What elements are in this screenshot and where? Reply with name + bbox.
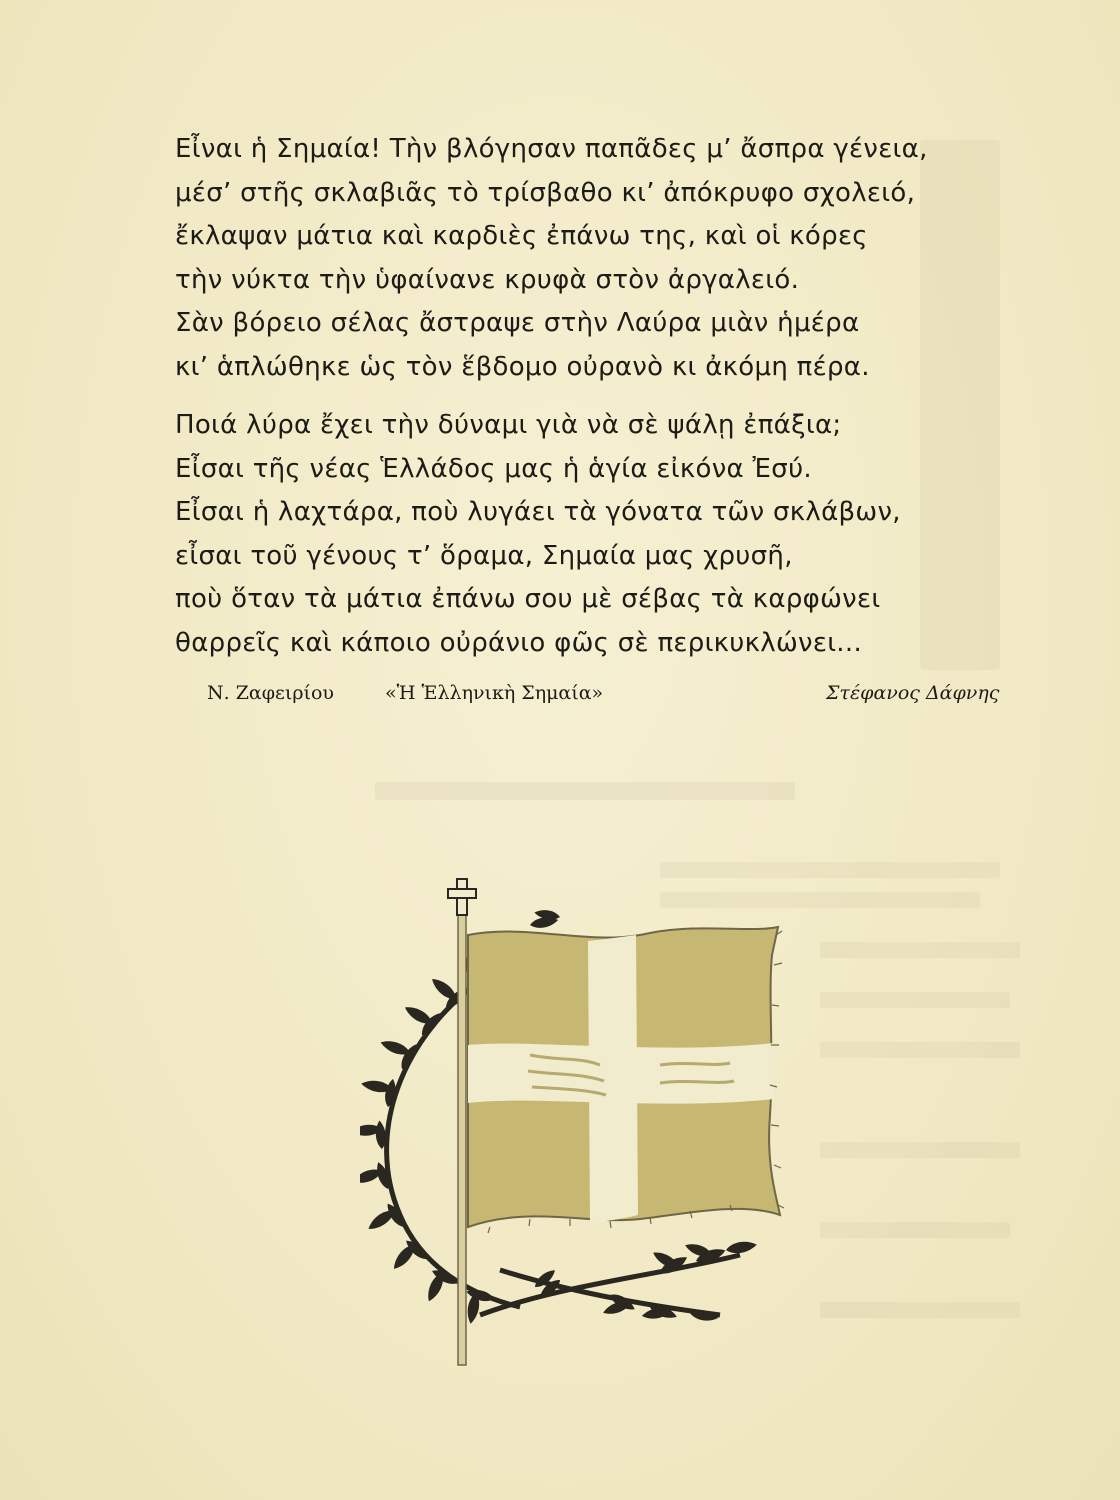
poem-title: «Ἡ Ἑλληνικὴ Σημαία» bbox=[385, 682, 604, 704]
verse-line: εἶσαι τοῦ γένους τ’ ὅραμα, Σημαία μας χρυσῆ, bbox=[175, 540, 793, 571]
verse-line: Ποιά λύρα ἔχει τὴν δύναμι γιὰ νὰ σὲ ψάλῃ ἐπάξια; bbox=[175, 410, 842, 440]
poem-stanza-2 bbox=[175, 404, 1035, 665]
verse-line: ἔκλαψαν μάτια καὶ καρδιὲς ἐπάνω της, καὶ οἱ κόρες bbox=[175, 221, 868, 251]
verse-line: μέσ’ στῆς σκλαβιᾶς τὸ τρίσβαθο κι’ ἀπόκρυφο σχολειό, bbox=[175, 177, 916, 208]
verse-line: Εἶναι ἡ Σημαία! Τὴν βλόγησαν παπᾶδες μ’ ἄσπρα γένεια, bbox=[175, 134, 928, 164]
flag-illustration bbox=[360, 875, 820, 1375]
verse-line: θαρρεῖς καὶ κάποιο οὐράνιο φῶς σὲ περικυκλώνει... bbox=[175, 627, 863, 658]
bleed-through-line bbox=[820, 1142, 1020, 1158]
illustrator-name: Στέφανος Δάφνης bbox=[826, 682, 1000, 704]
verse-line: Σὰν βόρειο σέλας ἄστραψε στὴν Λαύρα μιὰν ἡμέρα bbox=[175, 308, 860, 338]
bleed-through-line bbox=[820, 992, 1010, 1008]
olive-wreath-top bbox=[529, 908, 561, 930]
bleed-through-line bbox=[820, 1042, 1020, 1058]
olive-wreath-right bbox=[532, 1239, 758, 1323]
poem-author: Ν. Ζαφειρίου bbox=[207, 682, 334, 704]
greek-flag bbox=[468, 927, 784, 1233]
pole-cross-finial bbox=[448, 879, 476, 915]
verse-line: Εἶσαι τῆς νέας Ἑλλάδος μας ἡ ἁγία εἰκόνα Ἐσύ. bbox=[175, 453, 812, 484]
bleed-through-line bbox=[820, 1302, 1020, 1318]
poem-stanza-1 bbox=[175, 128, 1035, 389]
bleed-through-line bbox=[820, 942, 1020, 958]
verse-line: τὴν νύκτα τὴν ὑφαίνανε κρυφὰ στὸν ἀργαλειό. bbox=[175, 264, 800, 295]
bleed-through-line bbox=[820, 1222, 1010, 1238]
verse-line: κι’ ἁπλώθηκε ὡς τὸν ἕβδομο οὐρανὸ κι ἀκόμη πέρα. bbox=[175, 351, 870, 382]
verse-line: ποὺ ὅταν τὰ μάτια ἐπάνω σου μὲ σέβας τὰ καρφώνει bbox=[175, 584, 881, 614]
bleed-through-heading bbox=[375, 782, 795, 800]
verse-line: Εἶσαι ἡ λαχτάρα, ποὺ λυγάει τὰ γόνατα τῶν σκλάβων, bbox=[175, 497, 901, 527]
flag-pole bbox=[458, 915, 466, 1365]
